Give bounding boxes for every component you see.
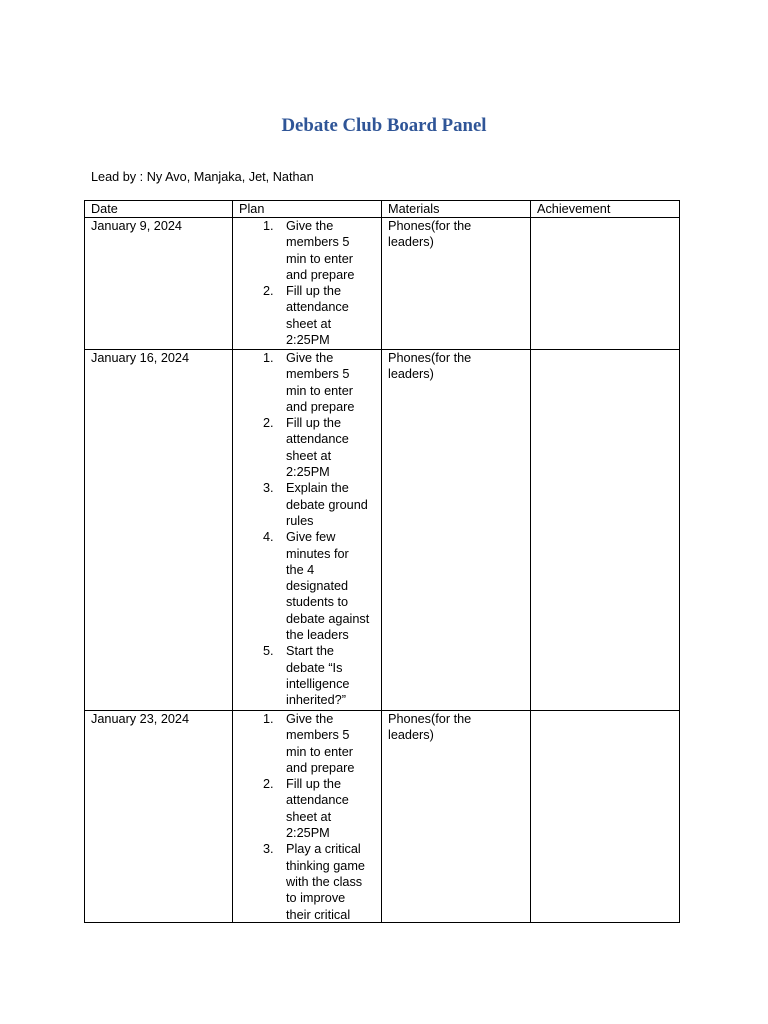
plan-list xyxy=(233,218,381,348)
plan-cell xyxy=(232,350,381,710)
date-cell xyxy=(84,350,232,710)
plan-item xyxy=(233,643,381,708)
plan-item-line: intelligence xyxy=(286,676,350,691)
plan-cell xyxy=(232,711,381,922)
plan-item-line: Explain the xyxy=(286,481,349,496)
plan-item-line: thinking game xyxy=(286,858,365,873)
plan-item xyxy=(233,283,381,348)
plan-item-line: Give the xyxy=(286,712,334,726)
plan-item-line: Fill up the xyxy=(286,777,342,792)
achievement-cell xyxy=(530,711,680,922)
plan-item-line: Play a critical xyxy=(286,842,361,857)
plan-item-line: their critical xyxy=(286,907,351,922)
plan-item-line: Fill up the xyxy=(286,416,342,431)
plan-list xyxy=(233,350,381,709)
plan-item-line: and prepare xyxy=(286,267,355,282)
plan-cell xyxy=(232,218,381,349)
lead-by-label: Lead by : xyxy=(91,170,144,184)
plan-item-line: debate ground xyxy=(286,497,368,512)
plan-item-number: 5. xyxy=(263,644,274,659)
date-text: January 9, 2024 xyxy=(91,219,182,233)
plan-item-line: sheet at xyxy=(286,448,332,463)
date-cell xyxy=(84,218,232,349)
plan-item-text xyxy=(286,480,381,529)
plan-item-line: and prepare xyxy=(286,760,355,775)
plan-item-line: Give the xyxy=(286,219,334,233)
plan-item-number: 2. xyxy=(263,284,274,299)
plan-item-line: with the class xyxy=(286,874,363,889)
plan-item-line: Fill up the xyxy=(286,284,342,299)
plan-item-line: members 5 xyxy=(286,367,350,382)
plan-item xyxy=(233,415,381,480)
plan-item-line: min to enter xyxy=(286,251,353,266)
table-header-row xyxy=(84,200,680,217)
plan-item-text xyxy=(286,529,381,643)
lead-by-line xyxy=(91,169,314,185)
plan-item-line: members 5 xyxy=(286,235,350,250)
plan-item-line: Give the xyxy=(286,351,334,365)
plan-item-line: min to enter xyxy=(286,383,353,398)
plan-item xyxy=(233,480,381,529)
plan-item-line: Start the xyxy=(286,644,334,659)
plan-item-text xyxy=(286,776,381,841)
date-text: January 23, 2024 xyxy=(91,712,190,726)
plan-item-line: to improve xyxy=(286,891,346,906)
plan-item-line: the 4 xyxy=(286,562,315,577)
materials-text: Phones(for the leaders) xyxy=(388,351,472,382)
plan-item-line: 2:25PM xyxy=(286,826,330,841)
materials-cell xyxy=(381,218,530,349)
plan-item-text xyxy=(286,643,381,708)
achievement-cell xyxy=(530,218,680,349)
plan-item-line: debate against xyxy=(286,611,370,626)
document-title: Debate Club Board Panel xyxy=(281,115,487,136)
date-cell xyxy=(84,711,232,922)
plan-item-number: 2. xyxy=(263,777,274,792)
plan-item-line: members 5 xyxy=(286,728,350,743)
plan-item-number: 4. xyxy=(263,530,274,545)
plan-item-text xyxy=(286,283,381,348)
plan-item-number: 1. xyxy=(263,351,274,365)
date-text: January 16, 2024 xyxy=(91,351,190,365)
plan-item-line: 2:25PM xyxy=(286,465,330,480)
plan-item-line: and prepare xyxy=(286,399,355,414)
achievement-cell xyxy=(530,350,680,710)
plan-item-line: inherited?” xyxy=(286,693,346,708)
plan-item xyxy=(233,711,381,776)
plan-list xyxy=(233,711,381,922)
plan-item xyxy=(233,218,381,283)
header-cell-materials: Materials xyxy=(381,201,530,217)
plan-item-number: 3. xyxy=(263,481,274,496)
plan-item xyxy=(233,529,381,643)
plan-item-line: Give few xyxy=(286,530,336,545)
header-cell-date: Date xyxy=(84,201,232,217)
table-row xyxy=(84,710,680,923)
plan-item-line: attendance xyxy=(286,793,349,808)
plan-table xyxy=(84,200,680,923)
plan-item-number: 1. xyxy=(263,712,274,726)
plan-item-line: sheet at xyxy=(286,316,332,331)
table-row xyxy=(84,217,680,349)
plan-item-text xyxy=(286,415,381,480)
plan-item-text xyxy=(286,711,381,776)
plan-item-line: rules xyxy=(286,513,314,528)
plan-item-line: attendance xyxy=(286,432,349,447)
plan-item-line: sheet at xyxy=(286,809,332,824)
table-row xyxy=(84,349,680,710)
plan-item-line: students to xyxy=(286,595,349,610)
plan-item-line: min to enter xyxy=(286,744,353,759)
plan-item-number: 3. xyxy=(263,842,274,857)
plan-item-line: minutes for xyxy=(286,546,349,561)
plan-item xyxy=(233,776,381,841)
plan-item-text xyxy=(286,350,381,415)
header-cell-achievement: Achievement xyxy=(530,201,680,217)
materials-text: Phones(for the leaders) xyxy=(388,219,472,250)
plan-item-number: 1. xyxy=(263,219,274,233)
plan-item-number: 2. xyxy=(263,416,274,431)
plan-item-line: debate “Is xyxy=(286,660,343,675)
plan-item-text xyxy=(286,841,381,922)
plan-item-text xyxy=(286,218,381,283)
plan-item-line: 2:25PM xyxy=(286,333,330,348)
lead-by-names: Ny Avo, Manjaka, Jet, Nathan xyxy=(146,170,314,184)
plan-item-line: designated xyxy=(286,579,349,594)
materials-cell xyxy=(381,711,530,922)
materials-text: Phones(for the leaders) xyxy=(388,712,472,743)
plan-item-line: the leaders xyxy=(286,628,349,643)
materials-cell xyxy=(381,350,530,710)
plan-item-line: attendance xyxy=(286,300,349,315)
plan-item xyxy=(233,350,381,415)
plan-item xyxy=(233,841,381,922)
header-cell-plan: Plan xyxy=(232,201,381,217)
